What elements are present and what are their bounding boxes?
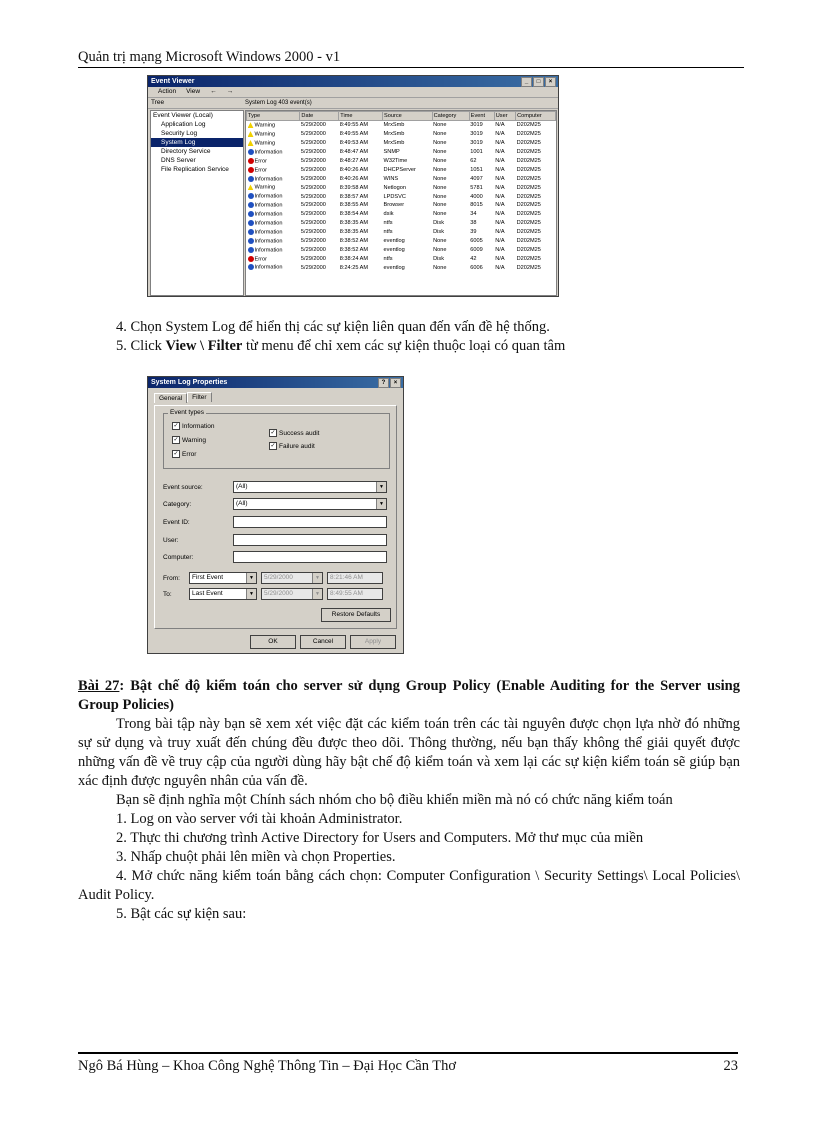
cell-date: 5/29/2000	[300, 220, 326, 227]
cell-type: Warning	[247, 183, 300, 192]
cell-computer: D202M25	[516, 184, 541, 191]
event-types-label: Event types	[170, 409, 204, 416]
table-row[interactable]	[247, 245, 556, 254]
user-input[interactable]	[233, 534, 387, 546]
event-viewer-window	[147, 75, 559, 297]
step-5: 5. Click View \ Filter từ menu để chỉ xem các sự kiện thuộc loại có quan tâm	[116, 338, 566, 354]
step-3: 3. Nhấp chuột phải lên miền và chọn Properties.	[116, 849, 396, 865]
cell-time: 8:40:26 AM	[339, 175, 369, 182]
event-source-label: Event source:	[163, 483, 203, 491]
cell-user: N/A	[495, 229, 505, 236]
ok-button[interactable]: OK	[250, 635, 296, 649]
cell-event: 5781	[470, 184, 483, 191]
cell-event: 4097	[470, 175, 483, 182]
cell-source: ntfs	[383, 229, 393, 236]
warning-icon	[248, 122, 254, 128]
menu-action[interactable]: Action	[158, 88, 177, 95]
window-title: Event Viewer	[151, 78, 195, 85]
column-header[interactable]: Computer	[516, 112, 556, 121]
cell-category: None	[433, 184, 447, 191]
cell-event: 4000	[470, 193, 483, 200]
column-header[interactable]: User	[494, 112, 515, 121]
cell-computer: D202M25	[516, 158, 541, 164]
cell-source: W32Time	[383, 158, 408, 164]
cell-computer: D202M25	[516, 122, 541, 129]
cell-type: Error	[247, 165, 300, 174]
cell-time: 8:38:57 AM	[339, 193, 369, 200]
cell-time: 8:48:47 AM	[339, 149, 369, 156]
cell-source: eventlog	[383, 238, 405, 245]
event-source-select[interactable]: (All) ▼	[233, 481, 387, 493]
cancel-button[interactable]: Cancel	[300, 635, 346, 649]
tree-item[interactable]: Directory Service	[161, 148, 211, 155]
page-number: 23	[723, 1058, 738, 1074]
section-title: Bài 27: Bật chế độ kiểm toán cho server sử dụng Group Policy (Enable Auditing for the Server using Group Policies)	[78, 678, 740, 713]
error-icon	[248, 167, 254, 173]
cell-date: 5/29/2000	[300, 264, 326, 271]
from-time[interactable]: 8:21:46 AM	[327, 572, 383, 584]
cell-computer: D202M25	[516, 202, 541, 209]
cell-category: None	[433, 193, 447, 200]
column-header[interactable]: Type	[247, 112, 300, 121]
cell-time: 8:38:54 AM	[339, 211, 369, 218]
cell-computer: D202M25	[516, 175, 541, 182]
cell-category: Disk	[433, 255, 445, 262]
cell-source: LPDSVC	[383, 193, 406, 200]
error-icon	[248, 256, 254, 262]
cell-type: Information	[247, 245, 300, 254]
table-row[interactable]	[247, 148, 556, 157]
cell-computer: D202M25	[516, 140, 541, 147]
cell-time: 8:49:55 AM	[339, 131, 369, 138]
column-header[interactable]: Date	[300, 112, 339, 121]
column-header[interactable]: Category	[432, 112, 469, 121]
cell-date: 5/29/2000	[300, 158, 326, 164]
cell-date: 5/29/2000	[300, 202, 326, 209]
cell-event: 62	[470, 158, 477, 164]
cell-category: None	[433, 131, 447, 138]
table-row[interactable]	[247, 219, 556, 228]
computer-label: Computer:	[163, 553, 194, 561]
to-time[interactable]: 8:49:55 AM	[327, 588, 383, 600]
cell-type: Warning	[247, 121, 300, 130]
cell-user: N/A	[495, 264, 505, 271]
cell-user: N/A	[495, 122, 505, 129]
cell-event: 3019	[470, 122, 483, 129]
dialog-titlebar	[148, 377, 403, 388]
help-icon[interactable]: ?	[378, 378, 389, 388]
close-icon[interactable]: ×	[545, 77, 556, 87]
cell-source: ntfs	[383, 255, 393, 262]
cell-source: DHCPServer	[383, 166, 416, 173]
table-row[interactable]	[247, 157, 556, 166]
cell-date: 5/29/2000	[300, 166, 326, 173]
cell-event: 39	[470, 229, 477, 236]
step-5: 5. Bật các sự kiện sau:	[116, 906, 247, 922]
table-row[interactable]	[247, 263, 556, 272]
table-row[interactable]	[247, 121, 556, 130]
cell-source: MrxSmb	[383, 122, 405, 129]
cell-source: eventlog	[383, 264, 405, 271]
cell-time: 8:38:24 AM	[339, 255, 369, 262]
cell-category: None	[433, 140, 447, 147]
information-icon	[248, 149, 254, 155]
step-4: 4. Chọn System Log để hiển thị các sự kiện liên quan đến vấn đề hệ thống.	[116, 319, 550, 335]
information-icon	[248, 229, 254, 235]
cell-source: MrxSmb	[383, 140, 405, 147]
cell-computer: D202M25	[516, 193, 541, 200]
cell-category: Disk	[433, 229, 445, 236]
cell-computer: D202M25	[516, 229, 541, 236]
tree-item[interactable]: File Replication Service	[161, 166, 229, 173]
cell-time: 8:49:55 AM	[339, 122, 369, 129]
cell-event: 38	[470, 220, 477, 227]
cell-event: 8015	[470, 202, 483, 209]
cell-event: 6005	[470, 238, 483, 245]
checkbox-error[interactable]: ✓ Error	[173, 450, 197, 458]
page-footer	[78, 1052, 738, 1075]
cell-type: Information	[247, 174, 300, 183]
cell-source: Netlogon	[383, 184, 406, 191]
page-header: Quản trị mạng Microsoft Windows 2000 - v1	[78, 48, 744, 68]
cell-event: 34	[470, 211, 477, 218]
cell-user: N/A	[495, 193, 505, 200]
cell-category: None	[433, 238, 447, 245]
column-header[interactable]: Event	[469, 112, 494, 121]
cell-category: None	[433, 166, 447, 173]
cell-user: N/A	[495, 211, 505, 218]
back-icon[interactable]: ←	[210, 88, 217, 95]
cell-type: Warning	[247, 139, 300, 148]
cell-type: Information	[247, 263, 300, 272]
information-icon	[248, 202, 254, 208]
cell-source: dsik	[383, 211, 394, 218]
checkbox-warning[interactable]: ✓ Warning	[173, 436, 206, 444]
cell-time: 8:38:52 AM	[339, 246, 369, 253]
step-2: 2. Thực thi chương trình Active Directory for Users and Computers. Mở thư mục của miền	[116, 830, 644, 846]
cell-computer: D202M25	[516, 246, 541, 253]
checkbox-failure-audit[interactable]: ✓ Failure audit	[270, 442, 315, 450]
tree-item[interactable]: Event Viewer (Local)	[153, 112, 213, 119]
cell-date: 5/29/2000	[300, 149, 326, 156]
cell-date: 5/29/2000	[300, 255, 326, 262]
cell-type: Information	[247, 210, 300, 219]
cell-time: 8:38:52 AM	[339, 238, 369, 245]
cell-source: ntfs	[383, 220, 393, 227]
cell-source: eventlog	[383, 246, 405, 253]
menu-view[interactable]: View	[186, 88, 201, 95]
cell-source: Browser	[383, 202, 405, 209]
cell-event: 3019	[470, 140, 483, 147]
table-row[interactable]	[247, 165, 556, 174]
cell-type: Warning	[247, 130, 300, 139]
cell-user: N/A	[495, 184, 505, 191]
paragraph: Trong bài tập này bạn sẽ xem xét việc đặt các kiểm toán trên các tài nguyên được chọn lựa nhờ đó những sự sử dụng và truy xuất đến chúng đều được theo dõi. Thông thường, nếu bạn thấy không thể giải quyết được những vấn đề về truy cập của người dùng hãy bật chế độ kiểm toán và xem lại các sự kiện kiểm toán sẽ giúp bạn xác định được nguyên nhân của vấn đề.	[78, 716, 740, 789]
cell-user: N/A	[495, 175, 505, 182]
cell-category: None	[433, 202, 447, 209]
event-id-input[interactable]	[233, 516, 387, 528]
from-date[interactable]: 5/29/2000 ▼	[261, 572, 323, 584]
apply-button[interactable]: Apply	[350, 635, 396, 649]
tree-item[interactable]: DNS Server	[161, 157, 196, 164]
minimize-icon[interactable]: _	[521, 77, 532, 87]
to-select[interactable]: Last Event ▼	[189, 588, 257, 600]
event-id-label: Event ID:	[163, 518, 190, 526]
cell-category: None	[433, 149, 447, 156]
cell-type: Information	[247, 219, 300, 228]
close-icon[interactable]: ×	[390, 378, 401, 388]
cell-date: 5/29/2000	[300, 238, 326, 245]
cell-computer: D202M25	[516, 131, 541, 138]
from-label: From:	[163, 574, 180, 582]
table-row[interactable]	[247, 237, 556, 246]
cell-category: None	[433, 122, 447, 129]
information-icon	[248, 193, 254, 199]
from-select[interactable]: First Event ▼	[189, 572, 257, 584]
cell-category: None	[433, 158, 447, 164]
tree-item-selected[interactable]: System Log	[151, 138, 243, 147]
cell-event: 1001	[470, 149, 483, 156]
step-4: 4. Mở chức năng kiểm toán bằng cách chọn: Computer Configuration \ Security Settings\ Local Policies\ Audit Policy.	[78, 868, 740, 903]
information-icon	[248, 220, 254, 226]
cell-type: Information	[247, 192, 300, 201]
cell-time: 8:38:35 AM	[339, 220, 369, 227]
cell-user: N/A	[495, 202, 505, 209]
cell-computer: D202M25	[516, 211, 541, 218]
forward-icon[interactable]: →	[226, 88, 234, 95]
cell-user: N/A	[495, 158, 505, 164]
information-icon	[248, 264, 254, 270]
cell-event: 3019	[470, 131, 483, 138]
column-header[interactable]: Time	[339, 112, 383, 121]
cell-time: 8:39:58 AM	[339, 184, 369, 191]
steps-a	[78, 318, 740, 356]
dialog-title: System Log Properties	[151, 379, 228, 386]
cell-category: Disk	[433, 220, 445, 227]
table-row[interactable]	[247, 210, 556, 219]
cell-time: 8:38:55 AM	[339, 202, 369, 209]
event-viewer-titlebar	[148, 76, 558, 87]
category-label: Category:	[163, 500, 192, 508]
cell-computer: D202M25	[516, 220, 541, 227]
cell-event: 42	[470, 255, 477, 262]
maximize-icon[interactable]: □	[533, 77, 544, 87]
cell-user: N/A	[495, 140, 505, 147]
cell-type: Information	[247, 228, 300, 237]
filter-panel	[154, 405, 397, 629]
warning-icon	[248, 184, 254, 190]
cell-type: Information	[247, 148, 300, 157]
cell-date: 5/29/2000	[300, 211, 326, 218]
cell-date: 5/29/2000	[300, 193, 326, 200]
table-row[interactable]	[247, 183, 556, 192]
table-row[interactable]	[247, 254, 556, 263]
cell-date: 5/29/2000	[300, 229, 326, 236]
table-row[interactable]	[247, 228, 556, 237]
cell-date: 5/29/2000	[300, 122, 326, 129]
event-list	[245, 110, 557, 296]
cell-source: WINS	[383, 175, 399, 182]
cell-user: N/A	[495, 131, 505, 138]
cell-event: 6006	[470, 264, 483, 271]
section-bai-27	[78, 677, 740, 924]
cell-source: SNMP	[383, 149, 400, 156]
cell-time: 8:48:27 AM	[339, 158, 369, 164]
cell-date: 5/29/2000	[300, 175, 326, 182]
cell-user: N/A	[495, 220, 505, 227]
cell-type: Information	[247, 201, 300, 210]
table-row[interactable]	[247, 139, 556, 148]
table-row[interactable]	[247, 130, 556, 139]
category-select[interactable]: (All) ▼	[233, 498, 387, 510]
footer-text: Ngô Bá Hùng – Khoa Công Nghệ Thông Tin – Đại Học Cần Thơ	[78, 1058, 457, 1074]
cell-time: 8:38:35 AM	[339, 229, 369, 236]
cell-date: 5/29/2000	[300, 140, 326, 147]
cell-category: None	[433, 246, 447, 253]
paragraph: Bạn sẽ định nghĩa một Chính sách nhóm cho bộ điều khiển miền mà nó có chức năng kiểm toán	[116, 792, 673, 808]
cell-source: MrxSmb	[383, 131, 405, 138]
cell-type: Information	[247, 237, 300, 246]
tree-tab[interactable]: Tree	[151, 99, 165, 106]
cell-type: Error	[247, 157, 300, 166]
cell-computer: D202M25	[516, 166, 541, 173]
information-icon	[248, 238, 254, 244]
table-row[interactable]	[247, 192, 556, 201]
cell-event: 1051	[470, 166, 483, 173]
error-icon	[248, 158, 254, 164]
column-header[interactable]: Source	[383, 112, 433, 121]
computer-input[interactable]	[233, 551, 387, 563]
cell-user: N/A	[495, 246, 505, 253]
cell-computer: D202M25	[516, 149, 541, 156]
tab-general[interactable]: General	[154, 393, 187, 403]
checkbox-information[interactable]: ✓ Information	[173, 422, 215, 430]
cell-user: N/A	[495, 238, 505, 245]
cell-type: Error	[247, 254, 300, 263]
table-row[interactable]	[247, 201, 556, 210]
cell-time: 8:40:26 AM	[339, 166, 369, 173]
cell-computer: D202M25	[516, 238, 541, 245]
information-icon	[248, 176, 254, 182]
cell-event: 6009	[470, 246, 483, 253]
cell-computer: D202M25	[516, 255, 541, 262]
table-row[interactable]	[247, 174, 556, 183]
cell-date: 5/29/2000	[300, 246, 326, 253]
warning-icon	[248, 140, 254, 146]
step-1: 1. Log on vào server với tài khoản Administrator.	[116, 811, 403, 827]
log-header: System Log 403 event(s)	[245, 100, 312, 106]
cell-time: 8:49:53 AM	[339, 140, 369, 147]
to-date[interactable]: 5/29/2000 ▼	[261, 588, 323, 600]
information-icon	[248, 247, 254, 253]
cell-user: N/A	[495, 149, 505, 156]
tree-item[interactable]: Security Log	[161, 130, 198, 137]
checkbox-success-audit[interactable]: ✓ Success audit	[270, 429, 320, 437]
information-icon	[248, 211, 254, 217]
cell-user: N/A	[495, 166, 505, 173]
restore-defaults-button[interactable]: Restore Defaults	[321, 608, 391, 622]
cell-category: None	[433, 211, 447, 218]
warning-icon	[248, 131, 254, 137]
event-types-group	[163, 409, 390, 469]
cell-user: N/A	[495, 255, 505, 262]
cell-date: 5/29/2000	[300, 184, 326, 191]
system-log-properties-dialog	[147, 376, 404, 654]
cell-category: None	[433, 264, 447, 271]
cell-category: None	[433, 175, 447, 182]
event-tree	[150, 110, 244, 296]
tab-filter[interactable]: Filter	[187, 392, 211, 402]
cell-time: 8:24:25 AM	[339, 264, 369, 271]
cell-date: 5/29/2000	[300, 131, 326, 138]
cell-computer: D202M25	[516, 264, 541, 271]
to-label: To:	[163, 590, 172, 598]
tree-item[interactable]: Application Log	[161, 121, 206, 128]
user-label: User:	[163, 536, 179, 544]
